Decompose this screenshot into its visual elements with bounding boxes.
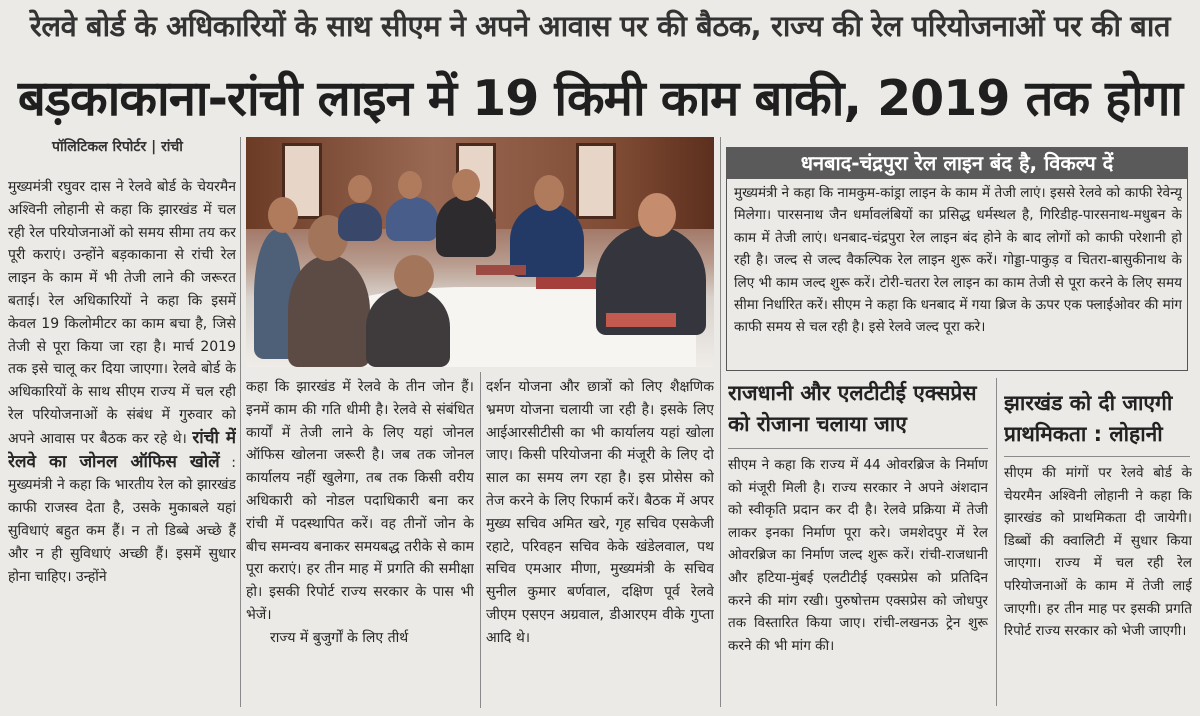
column-divider — [480, 372, 481, 708]
sidebar-box-title: धनबाद-चंद्रपुरा रेल लाइन बंद है, विकल्प दें — [726, 147, 1188, 179]
column-1-text-cont: : मुख्यमंत्री ने कहा कि भारतीय रेल को झारखंड काफी राजस्व देता है, उसके मुकाबले यहां सुविधाएं बहुत कम हैं। न तो डिब्बे अच्छे हैं और न ही सुविधाएं अच्छी हैं। इसमें सुधार होना चाहिए। उन्होंने — [8, 454, 236, 585]
column-2 — [246, 376, 474, 706]
column-divider — [240, 137, 241, 707]
column-3-text: दर्शन योजना और छात्रों को लिए शैक्षणिक भ्रमण योजना चलायी जा रही है। इसके लिए आईआरसीटीसी का भी कार्यालय यहां खोला जाए। किसी परियोजना की मंजूरी के लिए दो साल का समय लग रहा है। इस प्रोसेस को तेज करने के लिए रिफार्म करें। बैठक में अपर मुख्य सचिव अमित खरे, गृह सचिव एसकेजी रहाटे, परिवहन सचिव केके खंडेलवाल, पथ सचिव एमआर मीणा, मुख्यमंत्री के सचिव सुनील कुमार बर्णवाल, दक्षिण पूर्व रेलवे जीएम एसएन अग्रवाल, डीआरएम वीके गुप्ता आदि थे। — [486, 379, 714, 646]
column-2-text-end: राज्य में बुजुर्गों के लिए तीर्थ — [270, 629, 409, 646]
meeting-photo — [246, 137, 714, 367]
column-3 — [486, 376, 714, 706]
sidebar-box-text: मुख्यमंत्री ने कहा कि नामकुम-कांड्रा लाइन के काम में तेजी लाएं। इससे रेलवे को काफी रेवेन्यू मिलेगा। पारसनाथ जैन धर्मावलंबियों का प्रसिद्ध धर्मस्थल है, गिरिडीह-पारसनाथ-मधुबन के काम में तेजी लाएं। धनबाद-चंद्रपुरा रेल लाइन बंद होने के बाद लोगों को काफी परेशानी हो रही है। जल्द से जल्द वैकल्पिक रेल लाइन शुरू करें। गोड्डा-पाकुड़ व चितरा-बासुकीनाथ के लिए भी काम जल्द शुरू करें। टोरी-चतरा रेल लाइन का काम तेजी से पूरा करने के लिए समय सीमा निर्धारित करें। सीएम ने कहा कि धनबाद में गया ब्रिज के ऊपर एक फ्लाईओवर की मांग काफी समय से चल रही है। इसे रेलवे जल्द पूरा करे। — [734, 185, 1182, 336]
column-divider — [996, 378, 997, 706]
byline: पॉलिटिकल रिपोर्टर | रांची — [52, 139, 183, 155]
rajdhani-headline: राजधानी और एलटीटीई एक्सप्रेस को रोजाना चलाया जाए — [728, 381, 977, 436]
column-divider — [720, 137, 721, 707]
rajdhani-rule — [728, 448, 988, 449]
column-2-text: कहा कि झारखंड में रेलवे के तीन जोन हैं। इनमें काम की गति धीमी है। रेलवे से संबंधित कार्यों में तेजी लाने के लिए यहां जोनल ऑफिस खोलना जरूरी है। जब तक जोनल कार्यालय नहीं खुलेगा, तब तक किसी वरीय अधिकारी को नोडल पदाधिकारी बना कर रांची में पदस्थापित करें। वह तीनों जोन के बीच समन्वय बनाकर समयबद्ध तरीके से काम पूरा कराएं। हर तीन माह में प्रगति की समीक्षा हो। इसकी रिपोर्ट राज्य सरकार के पास भी भेजें। — [246, 379, 474, 623]
rajdhani-text: सीएम ने कहा कि राज्य में 44 ओवरब्रिज के निर्माण को मंजूरी मिली है। राज्य सरकार ने अपने अंशदान को स्वीकृति प्रदान कर दी है। रेलवे प्रक्रिया में तेजी लाकर इनका निर्माण पूरा करे। जमशेदपुर में रेल ओवरब्रिज का निर्माण जल्द शुरू करें। रांची-राजधानी और हटिया-मुंबई एलटीटीई एक्सप्रेस को प्रतिदिन करने की मांग रखी। पुरुषोत्तम एक्सप्रेस को जोधपुर तक विस्तारित किया जाए। रांची-लखनऊ ट्रेन शुरू करने की भी मांग की। — [728, 457, 988, 654]
lohani-headline: झारखंड को दी जाएगी प्राथमिकता : लोहानी — [1004, 391, 1173, 446]
kicker-headline: रेलवे बोर्ड के अधिकारियों के साथ सीएम ने अपने आवास पर की बैठक, राज्य की रेल परियोजनाओं पर की बात — [29, 9, 1171, 43]
column-1-subhead: रांची में रेलवे का जोनल ऑफिस खोलें — [8, 427, 236, 472]
lohani-text: सीएम की मांगों पर रेलवे बोर्ड के चेयरमैन अश्विनी लोहानी ने कहा कि झारखंड को प्राथमिकता दी जायेगी। डिब्बों की क्वालिटी में सुधार किया जाएगा। राज्य में चल रही रेल परियोजनाओं के काम में तेजी लाई जाएगी। हर तीन माह पर इसकी प्रगति रिपोर्ट राज्य सरकार को भेजी जाएगी। — [1004, 465, 1192, 640]
column-1 — [8, 176, 236, 706]
column-1-text: मुख्यमंत्री रघुवर दास ने रेलवे बोर्ड के चेयरमैन अश्विनी लोहानी से कहा कि झारखंड में चल रही रेल परियोजनाओं को समय सीमा तय कर पूरी कराएं। उन्होंने बड़काकाना से रांची रेल लाइन के काम में भी तेजी लाने की जरूरत बताई। रेल अधिकारियों ने कहा कि इसमें केवल 19 किलोमीटर का काम बचा है, जिसे तेजी से पूरा किया जा रहा है। मार्च 2019 तक इसे चालू कर दिया जाएगा। रेलवे बोर्ड के अधिकारियों के साथ सीएम राज्य में चल रही रेल परियोजनाओं के संबंध में गुरुवार को अपने आवास पर बैठक कर रहे थे। — [8, 179, 236, 447]
main-headline: बड़काकाना-रांची लाइन में 19 किमी काम बाकी, 2019 तक होगा — [17, 70, 1183, 127]
lohani-rule — [1004, 456, 1190, 457]
